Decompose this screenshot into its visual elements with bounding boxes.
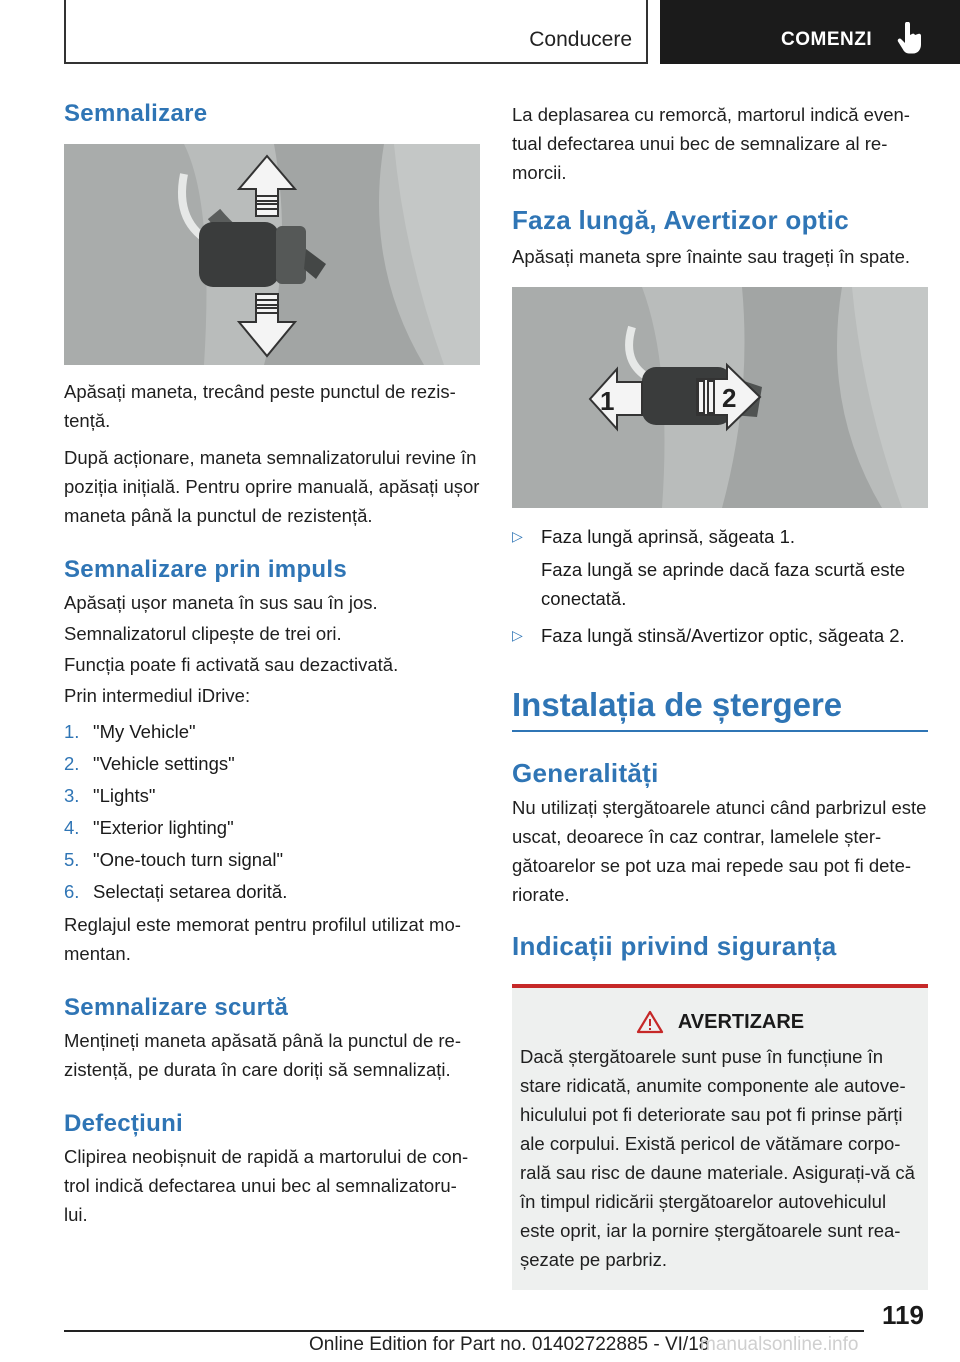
heading-instalatia-de-stergere: Instalația de ștergere (512, 686, 928, 732)
paragraph: Apăsați ușor maneta în sus sau în jos. (64, 592, 378, 613)
header-section-tab (64, 0, 648, 64)
list-item: 2. "Vehicle settings" (64, 753, 235, 774)
list-item: ▷ Faza lungă stinsă/Avertizor optic, săgeata 2. (512, 621, 928, 650)
header-chapter-tab (660, 0, 960, 64)
heading-generalitati: Generalități (512, 758, 659, 788)
watermark: manualsonline.info (700, 1334, 859, 1355)
heading-semnalizare-scurta: Semnalizare scurtă (64, 994, 289, 1021)
paragraph: Semnalizatorul clipește de trei ori. (64, 623, 342, 644)
page-number: 119 (882, 1300, 924, 1330)
paragraph: După acționare, maneta semnalizatorului revine în poziția inițială. Pentru oprire manuală, apăsați ușor maneta până la punctul de rezistență. (64, 447, 480, 526)
triangle-bullet-icon: ▷ (512, 627, 523, 643)
list-item: ▷ Faza lungă aprinsă, săgeata 1. Faza lungă se aprinde dacă faza scurtă este conectată. (512, 522, 928, 613)
warning-triangle-icon (636, 1010, 664, 1034)
paragraph: La deplasarea cu remorcă, martorul indică even-tual defectarea unui bec de semnalizare al re-morcii. (512, 104, 910, 183)
list-item: 4. "Exterior lighting" (64, 817, 234, 838)
hand-pointer-icon (896, 22, 924, 54)
paragraph: Clipirea neobișnuit de rapidă a martorului de con-trol indică defectarea unui bec al semnalizatoru-lui. (64, 1146, 469, 1225)
high-beam-illustration (512, 287, 928, 508)
warning-box (512, 984, 928, 1290)
arrow-2-label: 2 (722, 383, 737, 413)
paragraph: Reglajul este memorat pentru profilul utilizat mo-mentan. (64, 914, 461, 964)
warning-header (520, 1010, 920, 1034)
edition-text: Online Edition for Part no. 01402722885 - VI/18 (309, 1334, 710, 1355)
left-column (64, 100, 480, 1229)
header-section-label: Conducere (529, 28, 632, 51)
warning-title: AVERTIZARE (677, 1010, 805, 1033)
right-column (512, 100, 928, 1290)
heading-defectiuni: Defecțiuni (64, 1110, 184, 1137)
arrow-1-label: 1 (600, 386, 615, 416)
footer-divider (64, 1330, 864, 1332)
figure-turn-signal-lever (64, 144, 480, 365)
idrive-steps-list (64, 716, 480, 908)
turn-signal-illustration (64, 144, 480, 365)
heading-indicatii-siguranta: Indicații privind siguranța (512, 931, 837, 961)
figure-high-beam-lever (512, 287, 928, 508)
paragraph: Prin intermediul iDrive: (64, 685, 251, 706)
paragraph: Mențineți maneta apăsată până la punctul de re-zistență, pe durata în care doriți să semnalizați. (64, 1030, 461, 1080)
heading-semnalizare: Semnalizare (64, 100, 208, 127)
list-item: 1. "My Vehicle" (64, 721, 196, 742)
paragraph: Nu utilizați ștergătoarele atunci când parbrizul este uscat, deoarece în caz contrar, lamelele șter-gătoarelor se pot uza mai repede sau pot fi dete-riorate. (512, 797, 927, 905)
list-item: 5. "One-touch turn signal" (64, 849, 284, 870)
paragraph: Funcția poate fi activată sau dezactivată. (64, 654, 399, 675)
heading-faza-lunga: Faza lungă, Avertizor optic (512, 205, 849, 235)
warning-text: Dacă ștergătoarele sunt puse în funcțiune în stare ridicată, anumite componente ale autove-hiculului pot fi deteriorate sau pot fi prinse părți ale corpului. Există pericol de vătămare corpo-rală sau risc de daune materiale. Asigurați-vă că în timpul ridicării ștergătoarelor autovehiculul este oprit, iar la pornire ștergătoarele sunt rea-șezate pe parbriz. (520, 1046, 915, 1270)
high-beam-list (512, 522, 928, 650)
header-chapter-label: COMENZI (781, 29, 873, 50)
paragraph: Apăsați maneta, trecând peste punctul de rezis-tență. (64, 381, 456, 431)
list-item: 6. Selectați setarea dorită. (64, 881, 288, 902)
heading-semnalizare-impuls: Semnalizare prin impuls (64, 556, 347, 583)
paragraph: Apăsați maneta spre înainte sau trageți în spate. (512, 246, 910, 267)
list-item: 3. "Lights" (64, 785, 156, 806)
triangle-bullet-icon: ▷ (512, 528, 523, 544)
